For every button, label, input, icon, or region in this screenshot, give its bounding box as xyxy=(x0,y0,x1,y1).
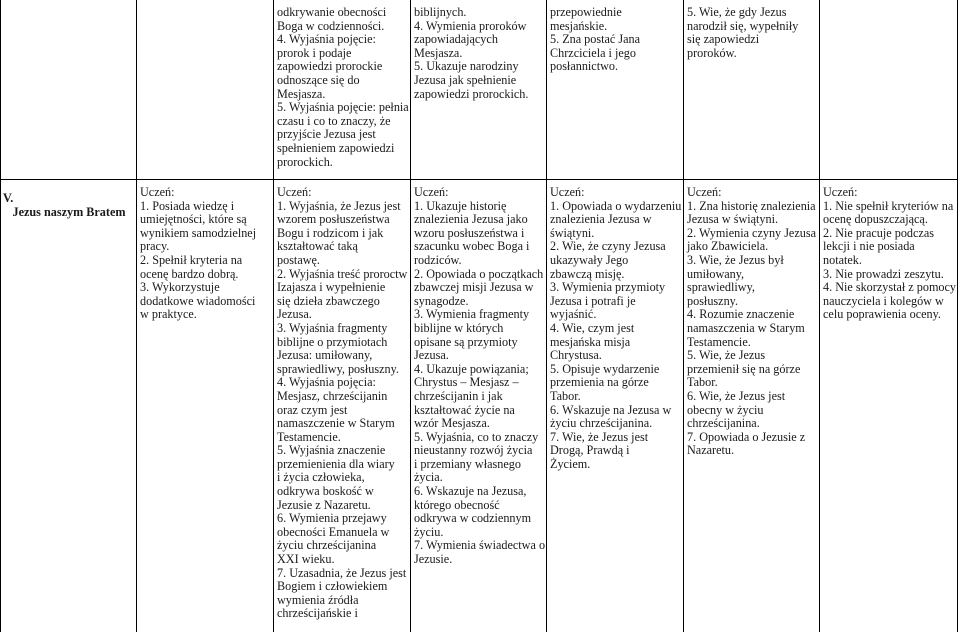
text-line: Jezusa. xyxy=(277,307,312,322)
text-line: posłannictwo. xyxy=(550,59,619,74)
text-line: 4. Wyjaśnia pojęcie: xyxy=(277,32,376,47)
text-line: namaszczenia w Starym xyxy=(687,320,805,335)
text-line: 5. Wie, że gdy Jezus xyxy=(687,5,787,19)
text-line: notatek. xyxy=(823,252,862,267)
text-line: jako Zbawiciela. xyxy=(687,239,769,254)
text-line: 5. Wyjaśnia, co to znaczy xyxy=(414,429,539,444)
grade-column-3 xyxy=(550,186,682,471)
text-line: przemienienia dla wiary xyxy=(277,456,395,471)
text-line: 4. Ukazuje powiązania; xyxy=(414,361,529,376)
text-line: wzoru posłuszeństwa i xyxy=(414,225,525,240)
grade-column-2 xyxy=(687,186,817,458)
text-line: Jezusa w świątyni. xyxy=(687,212,779,227)
top-cell-col5 xyxy=(687,6,817,60)
text-line: Mesjasza. xyxy=(414,45,463,60)
text-line: zapowiadających xyxy=(414,32,498,47)
text-line: wyjaśnić. xyxy=(550,307,597,322)
text-line: biblijne w których xyxy=(414,320,504,335)
section-title-cell xyxy=(3,192,135,219)
text-line: Jezusa. xyxy=(414,348,449,363)
text-line: życia. xyxy=(414,470,443,485)
text-line: opisane są przymioty xyxy=(414,334,518,349)
text-line: 3. Nie prowadzi zeszytu. xyxy=(823,266,944,281)
text-line: 4. Wie, czym jest xyxy=(550,320,635,335)
text-line: chrześcijanina. xyxy=(687,416,760,431)
text-line: postawę. xyxy=(277,252,320,267)
text-line: Mesjasza. xyxy=(277,86,326,101)
text-line: 6. Wie, że Jezus jest xyxy=(687,388,786,403)
text-line: wymienia źródła xyxy=(277,592,359,607)
text-line: synagodze. xyxy=(414,293,469,308)
text-line: chrześcijańskie i xyxy=(277,606,358,621)
text-line: umiłowany, xyxy=(687,266,745,281)
text-line: się zapowiedzi xyxy=(687,32,760,47)
text-line: Drogą, Prawdą i xyxy=(550,443,630,458)
text-line: się dzieła zbawczego xyxy=(277,293,380,308)
text-line: rodziców. xyxy=(414,252,462,267)
text-line: szacunku wobec Boga i xyxy=(414,239,530,254)
section-number: V. xyxy=(3,191,14,205)
text-line: pracy. xyxy=(140,239,170,254)
text-line: narodził się, wypełniły xyxy=(687,18,799,33)
text-line: przemienił się na górze xyxy=(687,361,801,376)
text-line: odnoszące się do xyxy=(277,72,360,87)
table-border-col5 xyxy=(683,0,684,632)
table-border-left xyxy=(0,0,1,632)
text-line: 3. Wyjaśnia fragmenty xyxy=(277,320,388,335)
table-border-col4 xyxy=(546,0,547,632)
text-line: i życia człowieka, xyxy=(277,470,365,485)
text-line: oraz czym jest xyxy=(277,402,348,417)
text-line: 2. Wymienia czyny Jezusa xyxy=(687,225,816,240)
text-line: 4. Rozumie znaczenie xyxy=(687,307,795,322)
text-line: mesjańska misja xyxy=(550,334,631,349)
text-line: Bogiem i człowiekiem xyxy=(277,579,388,594)
grade-column-6 xyxy=(140,186,272,322)
text-line: 5. Opisuje wydarzenie xyxy=(550,361,660,376)
text-line: którego obecność xyxy=(414,497,500,512)
text-line: przepowiednie xyxy=(550,5,622,19)
text-line: Bogu i rodzicom i jak xyxy=(277,225,384,240)
table-border-right xyxy=(957,0,958,632)
text-line: życiu chrześcijanina. xyxy=(550,416,653,431)
text-line: zbawczej misji Jezusa w xyxy=(414,280,534,295)
table-border-col6 xyxy=(819,0,820,632)
text-line: 3. Wymienia przymioty xyxy=(550,280,666,295)
text-line: 4. Nie skorzystał z pomocy xyxy=(823,280,957,295)
text-line: 1. Opowiada o wydarzeniu xyxy=(550,198,682,213)
text-line: biblijnych. xyxy=(414,5,467,19)
text-line: 6. Wskazuje na Jezusa w xyxy=(550,402,672,417)
text-line: Jezusa jak spełnienie xyxy=(414,72,517,87)
text-line: Testamencie. xyxy=(277,429,341,444)
text-line: Tabor. xyxy=(550,388,581,403)
text-line: 2. Wyjaśnia treść proroctw xyxy=(277,266,408,281)
text-line: 1. Zna historię znalezienia xyxy=(687,198,816,213)
text-line: Życiem. xyxy=(550,456,591,471)
text-line: zbawczą misję. xyxy=(550,266,625,281)
text-line: wynikiem samodzielnej xyxy=(140,225,257,240)
column-header: Uczeń: xyxy=(277,185,312,199)
text-line: 7. Wie, że Jezus jest xyxy=(550,429,649,444)
column-header: Uczeń: xyxy=(687,185,722,199)
text-line: nieustanny rozwój życia xyxy=(414,443,533,458)
text-line: Testamencie. xyxy=(687,334,751,349)
table-border-col2 xyxy=(273,0,274,632)
text-line: 2. Opowiada o początkach xyxy=(414,266,544,281)
text-line: sprawiedliwy, xyxy=(687,280,755,295)
text-line: Mesjasz, chrześcijanin xyxy=(277,388,388,403)
text-line: sprawiedliwy, posłuszny. xyxy=(277,361,399,376)
text-line: chrześcijanin i jak xyxy=(414,388,503,403)
text-line: zapowiedzi prorockich. xyxy=(414,86,529,101)
text-line: nauczyciela i kolegów w xyxy=(823,293,944,308)
text-line: wzór Mesjasza. xyxy=(414,416,490,431)
text-line: 2. Nie pracuje podczas xyxy=(823,225,934,240)
text-line: 7. Uzasadnia, że Jezus jest xyxy=(277,565,407,580)
text-line: odkrywa boskość w xyxy=(277,484,374,499)
text-line: ocenę dopuszczającą. xyxy=(823,212,928,227)
text-line: ocenę bardzo dobrą. xyxy=(140,266,239,281)
text-line: Chrzciciela i jego xyxy=(550,45,636,60)
text-line: biblijne o przymiotach xyxy=(277,334,388,349)
text-line: prorok i podaje xyxy=(277,45,352,60)
text-line: lekcji i nie posiada xyxy=(823,239,915,254)
column-header: Uczeń: xyxy=(140,185,175,199)
column-header: Uczeń: xyxy=(823,185,858,199)
text-line: zapowiedzi prorockie xyxy=(277,59,383,74)
text-line: znalezienia Jezusa w xyxy=(550,212,652,227)
text-line: celu poprawienia oceny. xyxy=(823,307,941,322)
text-line: Tabor. xyxy=(687,375,718,390)
text-line: odkrywa w codziennym xyxy=(414,511,532,526)
text-line: 1. Ukazuje historię xyxy=(414,198,507,213)
text-line: 2. Spełnił kryteria na xyxy=(140,252,243,267)
text-line: życiu chrześcijanina xyxy=(277,538,377,553)
text-line: kształtować taką xyxy=(277,239,358,254)
text-line: czasu i co to znaczy, że xyxy=(277,113,391,128)
text-line: dodatkowe wiadomości xyxy=(140,293,256,308)
table-border-col1 xyxy=(136,0,137,632)
text-line: Jezusa i potrafi je xyxy=(550,293,636,308)
text-line: 3. Wie, że Jezus był xyxy=(687,252,784,267)
text-line: 4. Wymienia proroków xyxy=(414,18,527,33)
text-line: posłuszny. xyxy=(687,293,739,308)
text-line: życiu. xyxy=(414,524,444,539)
text-line: 1. Nie spełnił kryteriów na xyxy=(823,198,954,213)
text-line: przyjście Jezusa jest xyxy=(277,127,376,142)
text-line: Boga w codzienności. xyxy=(277,18,385,33)
text-line: 1. Wyjaśnia, że Jezus jest xyxy=(277,198,401,213)
text-line: 5. Wie, że Jezus xyxy=(687,348,766,363)
text-line: Jezusie z Nazaretu. xyxy=(277,497,371,512)
text-line: 2. Wie, że czyny Jezusa xyxy=(550,239,666,254)
text-line: Chrystusa. xyxy=(550,348,602,363)
section-title: Jezus naszym Bratem xyxy=(12,204,126,219)
text-line: znalezienia Jezusa jako xyxy=(414,212,528,227)
top-cell-col3 xyxy=(414,6,544,101)
text-line: mesjańskie. xyxy=(550,18,608,33)
grade-column-1 xyxy=(823,186,955,322)
column-header: Uczeń: xyxy=(414,185,449,199)
text-line: 6. Wskazuje na Jezusa, xyxy=(414,484,527,499)
text-line: 3. Wykorzystuje xyxy=(140,280,220,295)
text-line: Nazaretu. xyxy=(687,443,735,458)
text-line: 5. Wyjaśnia znaczenie xyxy=(277,443,386,458)
text-line: 1. Posiada wiedzę i xyxy=(140,198,235,213)
text-line: obecności Emanuela w xyxy=(277,524,390,539)
column-header: Uczeń: xyxy=(550,185,585,199)
text-line: obecny w życiu xyxy=(687,402,764,417)
text-line: 6. Wymienia przejawy xyxy=(277,511,387,526)
text-line: 4. Wyjaśnia pojęcia: xyxy=(277,375,376,390)
text-line: 5. Zna postać Jana xyxy=(550,32,641,47)
top-cell-col4 xyxy=(550,6,680,74)
text-line: prorockich. xyxy=(277,154,333,169)
text-line: Izajasza i wypełnienie xyxy=(277,280,386,295)
text-line: spełnieniem zapowiedzi xyxy=(277,140,395,155)
text-line: Jezusie. xyxy=(414,552,453,567)
text-line: Chrystus – Mesjasz – xyxy=(414,375,519,390)
text-line: w praktyce. xyxy=(140,307,197,322)
row-divider xyxy=(0,179,958,180)
text-line: przemienia na górze xyxy=(550,375,649,390)
grade-column-5 xyxy=(277,186,409,621)
text-line: 5. Ukazuje narodziny xyxy=(414,59,519,74)
text-line: 5. Wyjaśnia pojęcie: pełnia xyxy=(277,100,409,115)
text-line: 7. Wymienia świadectwa o xyxy=(414,538,546,553)
top-cell-col2 xyxy=(277,6,411,169)
text-line: i przemiany własnego xyxy=(414,456,521,471)
text-line: wzorem posłuszeństwa xyxy=(277,212,390,227)
text-line: odkrywanie obecności xyxy=(277,5,387,19)
text-line: proroków. xyxy=(687,45,737,60)
text-line: 7. Opowiada o Jezusie z xyxy=(687,429,806,444)
grade-column-4 xyxy=(414,186,546,567)
text-line: Jezusa: umiłowany, xyxy=(277,348,373,363)
text-line: XXI wieku. xyxy=(277,552,335,567)
text-line: 3. Wymienia fragmenty xyxy=(414,307,530,322)
text-line: umiejętności, które są xyxy=(140,212,247,227)
text-line: namaszczenie w Starym xyxy=(277,416,395,431)
text-line: kształtować życie na xyxy=(414,402,515,417)
text-line: ukazywały Jego xyxy=(550,252,629,267)
text-line: świątyni. xyxy=(550,225,595,240)
